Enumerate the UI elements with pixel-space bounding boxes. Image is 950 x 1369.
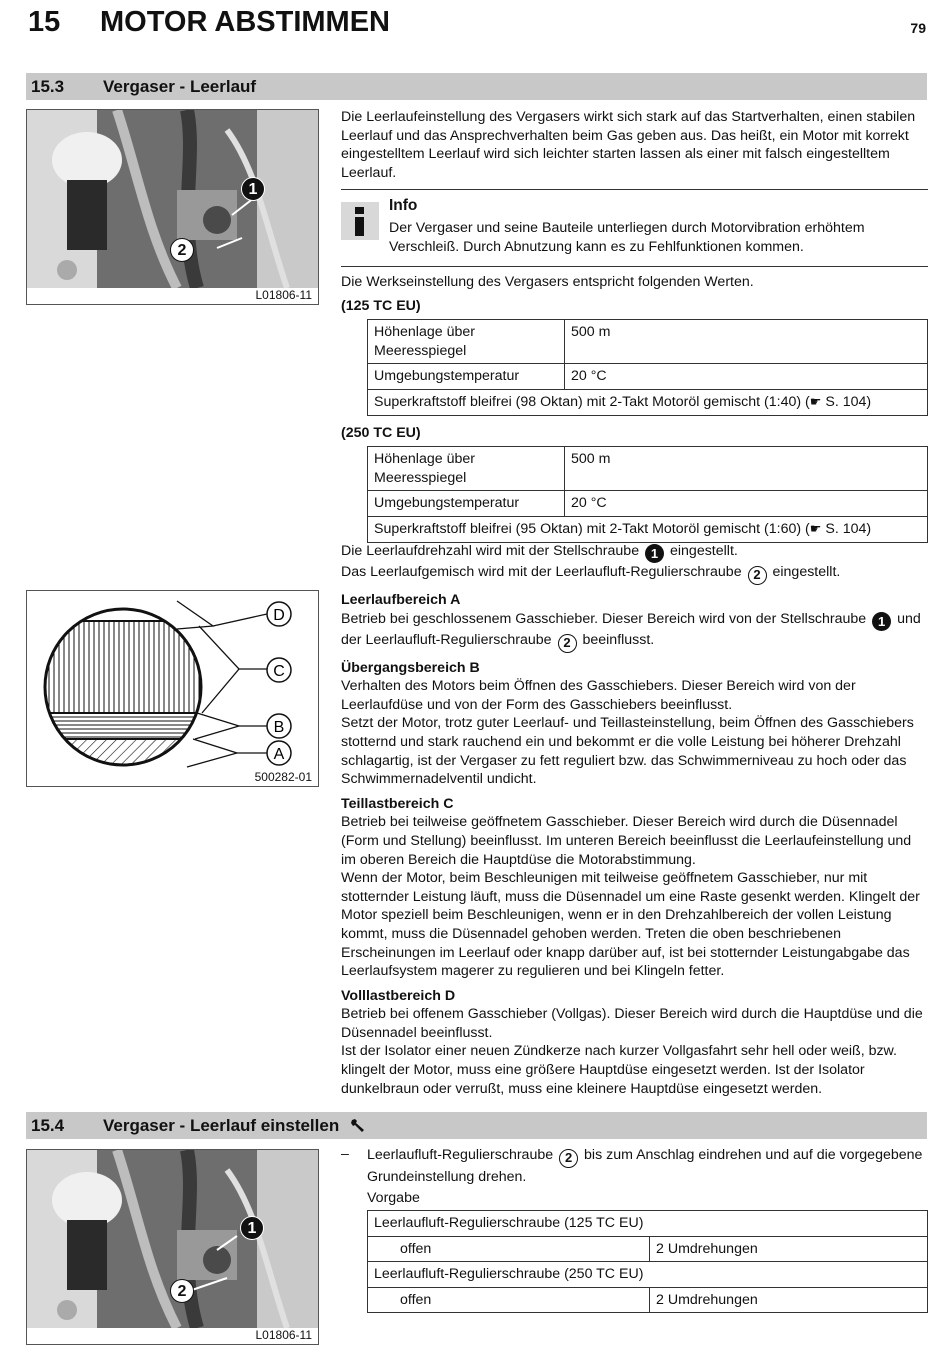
range-label-d: D: [273, 607, 285, 624]
chapter-number: 15: [28, 6, 61, 38]
step-text: [367, 1146, 927, 1187]
step-dash: –: [341, 1146, 349, 1162]
range-c-heading: Teillastbereich C: [341, 795, 454, 812]
info-box: [341, 189, 928, 267]
chapter-title: MOTOR ABSTIMMEN: [100, 6, 390, 38]
idle-mixture-text-end: eingestellt.: [772, 564, 841, 580]
range-a-text-3: beeinflusst.: [582, 631, 655, 648]
idle-mixture-line: [341, 563, 928, 585]
pointing-hand-icon: ☛: [809, 393, 822, 409]
carburetor-photo-figure-2: [26, 1149, 319, 1345]
photo-marker-2: 2: [170, 238, 194, 262]
info-title: Info: [389, 197, 418, 214]
range-label-c: C: [273, 663, 285, 680]
fuel-text: Superkraftstoff bleifrei (98 Oktan) mit 2-Takt Motoröl gemischt (1:40) (: [374, 393, 810, 410]
section-number: 15.3: [31, 77, 65, 96]
spec-row-title: Leerlaufluft-Regulierschraube (125 TC EU): [368, 1211, 928, 1237]
altitude-value: 500 m: [565, 320, 928, 364]
spec-label: Vorgabe: [367, 1190, 420, 1206]
marker-2: 2: [748, 566, 767, 585]
range-c-p2: Wenn der Motor, beim Beschleunigen mit teilweise geöffnetem Gasschieber, nur mit stotternder Leistung läuft, muss die Düsennadel um eine Raste gesenkt werden. Klingelt der Motor speziell beim Beschleunigen, wenn er in den Drehzahlbereich der vollen Leistung kommt, muss die Düsennadel gehoben werden. Treten die oben beschriebenen Erscheinungen im Leerlauf oder knapp darüber auf, ist bei stotternder Leistungabgabe das Leerlaufsystem magerer zu regulieren und bei Klingeln fetter.: [341, 870, 920, 980]
range-label-b: B: [273, 719, 285, 736]
photo-marker-1: 1: [240, 1216, 264, 1240]
idle-speed-text: Die Leerlaufdrehzahl wird mit der Stellschraube: [341, 543, 640, 559]
idle-speed-text-end: eingestellt.: [670, 543, 738, 559]
range-b-heading: Übergangsbereich B: [341, 659, 480, 676]
marker-2: 2: [558, 634, 577, 653]
section-heading-15-3: [26, 73, 927, 100]
model-label-250: (250 TC EU): [341, 424, 421, 441]
range-a-heading: Leerlaufbereich A: [341, 592, 461, 608]
adjustment-spec-table: [367, 1210, 928, 1313]
wrench-icon: [350, 1117, 366, 1133]
spec-table-250: [367, 446, 928, 542]
altitude-label: Höhenlage über Meeresspiegel: [368, 447, 565, 491]
spec-table-125: [367, 319, 928, 415]
range-label-a: A: [273, 746, 285, 763]
fuel-text: Superkraftstoff bleifrei (95 Oktan) mit 2-Takt Motoröl gemischt (1:60) (: [374, 520, 810, 537]
info-icon: [341, 202, 379, 240]
spec-row-title: Leerlaufluft-Regulierschraube (250 TC EU): [368, 1262, 928, 1288]
model-label-125: (125 TC EU): [341, 297, 421, 314]
section-title-text: Vergaser - Leerlauf einstellen: [103, 1116, 340, 1135]
temperature-value: 20 °C: [565, 491, 928, 517]
marker-2: 2: [559, 1149, 578, 1168]
range-b-p2: Setzt der Motor, trotz guter Leerlauf- und Teillasteinstellung, beim Öffnen des Gasschiebers stotternd und stark rauchend ein und bekommt er die volle Leistung bei höherer Drehzahl schlagartig, ist der Vergaser zu fett reguliert bzw. das Schwimmerniveau zu hoch oder das Schwimmernadelventil undicht.: [341, 715, 914, 788]
range-d-p2: Ist der Isolator einer neuen Zündkerze nach kurzer Vollgasfahrt sehr hell oder weiß, bzw. klingelt der Motor, muss eine größere Hauptdüse eingesetzt werden. Ist der Isolator dunkelbraun oder verrußt, muss eine kleinere Hauptdüse eingesetzt werden.: [341, 1043, 897, 1097]
throttle-range-diagram-figure: [26, 590, 319, 787]
altitude-value: 500 m: [565, 447, 928, 491]
factory-setting-text: Die Werkseinstellung des Vergasers entspricht folgenden Werten.: [341, 274, 754, 290]
fuel-page-ref[interactable]: S. 104): [825, 520, 872, 537]
fuel-row: [368, 389, 928, 415]
spec-value: 2 Umdrehungen: [650, 1236, 928, 1262]
temperature-label: Umgebungstemperatur: [368, 491, 565, 517]
step-text-end: bis zum Anschlag eindrehen und auf die vorgegebene Grundeinstellung drehen.: [367, 1147, 923, 1185]
spec-value: 2 Umdrehungen: [650, 1287, 928, 1313]
temperature-label: Umgebungstemperatur: [368, 364, 565, 390]
marker-1: 1: [645, 544, 664, 563]
range-b-p1: Verhalten des Motors beim Öffnen des Gasschiebers. Dieser Bereich wird von der Leerlaufdüse und von der Form des Gasschiebers beeinflusst.: [341, 678, 856, 713]
throttle-range-diagram: [27, 591, 318, 771]
carburetor-photo-figure: [26, 109, 319, 305]
marker-1: 1: [872, 612, 891, 631]
idle-ranges-text: [341, 542, 928, 1098]
range-a-text: [341, 610, 928, 653]
section-number: 15.4: [31, 1116, 65, 1135]
fuel-row: [368, 516, 928, 542]
carburetor-photo: [27, 1150, 318, 1328]
idle-mixture-text: Das Leerlaufgemisch wird mit der Leerlaufluft-Regulierschraube: [341, 564, 742, 580]
info-text: Der Vergaser und seine Bauteile unterliegen durch Motorvibration erhöhtem Verschleiß. Durch Abnutzung kann es zu Fehlfunktionen kommen.: [389, 220, 865, 255]
range-d-p1: Betrieb bei offenem Gasschieber (Vollgas). Dieser Bereich wird durch die Hauptdüse und die Düsennadel beeinflusst.: [341, 1006, 923, 1041]
carburetor-photo: [27, 110, 318, 288]
figure-id: L01806-11: [255, 1328, 312, 1342]
spec-key: offen: [368, 1236, 650, 1262]
altitude-label: Höhenlage über Meeresspiegel: [368, 320, 565, 364]
page-number: 79: [910, 20, 926, 36]
range-a-text-1: Betrieb bei geschlossenem Gasschieber. Dieser Bereich wird von der Stellschraube: [341, 610, 867, 627]
range-d-heading: Volllastbereich D: [341, 987, 456, 1004]
intro-text: Die Leerlaufeinstellung des Vergasers wirkt sich stark auf das Startverhalten, einen stabilen Leerlauf und das Ansprechverhalten beim Gas geben aus. Das heißt, ein Motor mit korrekt eingestelltem Leerlauf wird sich leichter starten lassen als einer mit falsch eingestelltem Leerlauf.: [341, 109, 916, 181]
intro-paragraph: [341, 108, 928, 182]
temperature-value: 20 °C: [565, 364, 928, 390]
fuel-page-ref[interactable]: S. 104): [825, 393, 872, 410]
photo-marker-2: 2: [170, 1279, 194, 1303]
range-a-text-2: und der Leerlaufluft-Regulierschraube: [341, 610, 921, 648]
section-title: Vergaser - Leerlauf: [103, 77, 257, 96]
figure-id: L01806-11: [255, 288, 312, 302]
idle-speed-line: [341, 542, 928, 563]
figure-id: 500282-01: [254, 770, 312, 784]
section-heading-15-4: [26, 1112, 927, 1139]
spec-key: offen: [368, 1287, 650, 1313]
range-c-p1: Betrieb bei teilweise geöffnetem Gasschieber. Dieser Bereich wird durch die Düsennadel (Form und Stellung) beeinflusst. Im unteren Bereich beeinflusst die Leerlaufeinstellung und im oberen Bereich die Hauptdüse die Motorabstimmung.: [341, 814, 912, 868]
step-text-start: Leerlaufluft-Regulierschraube: [367, 1147, 554, 1163]
section-title: [103, 1116, 366, 1136]
factory-settings-block: [341, 273, 928, 543]
pointing-hand-icon: ☛: [809, 520, 822, 536]
photo-marker-1: 1: [241, 177, 265, 201]
